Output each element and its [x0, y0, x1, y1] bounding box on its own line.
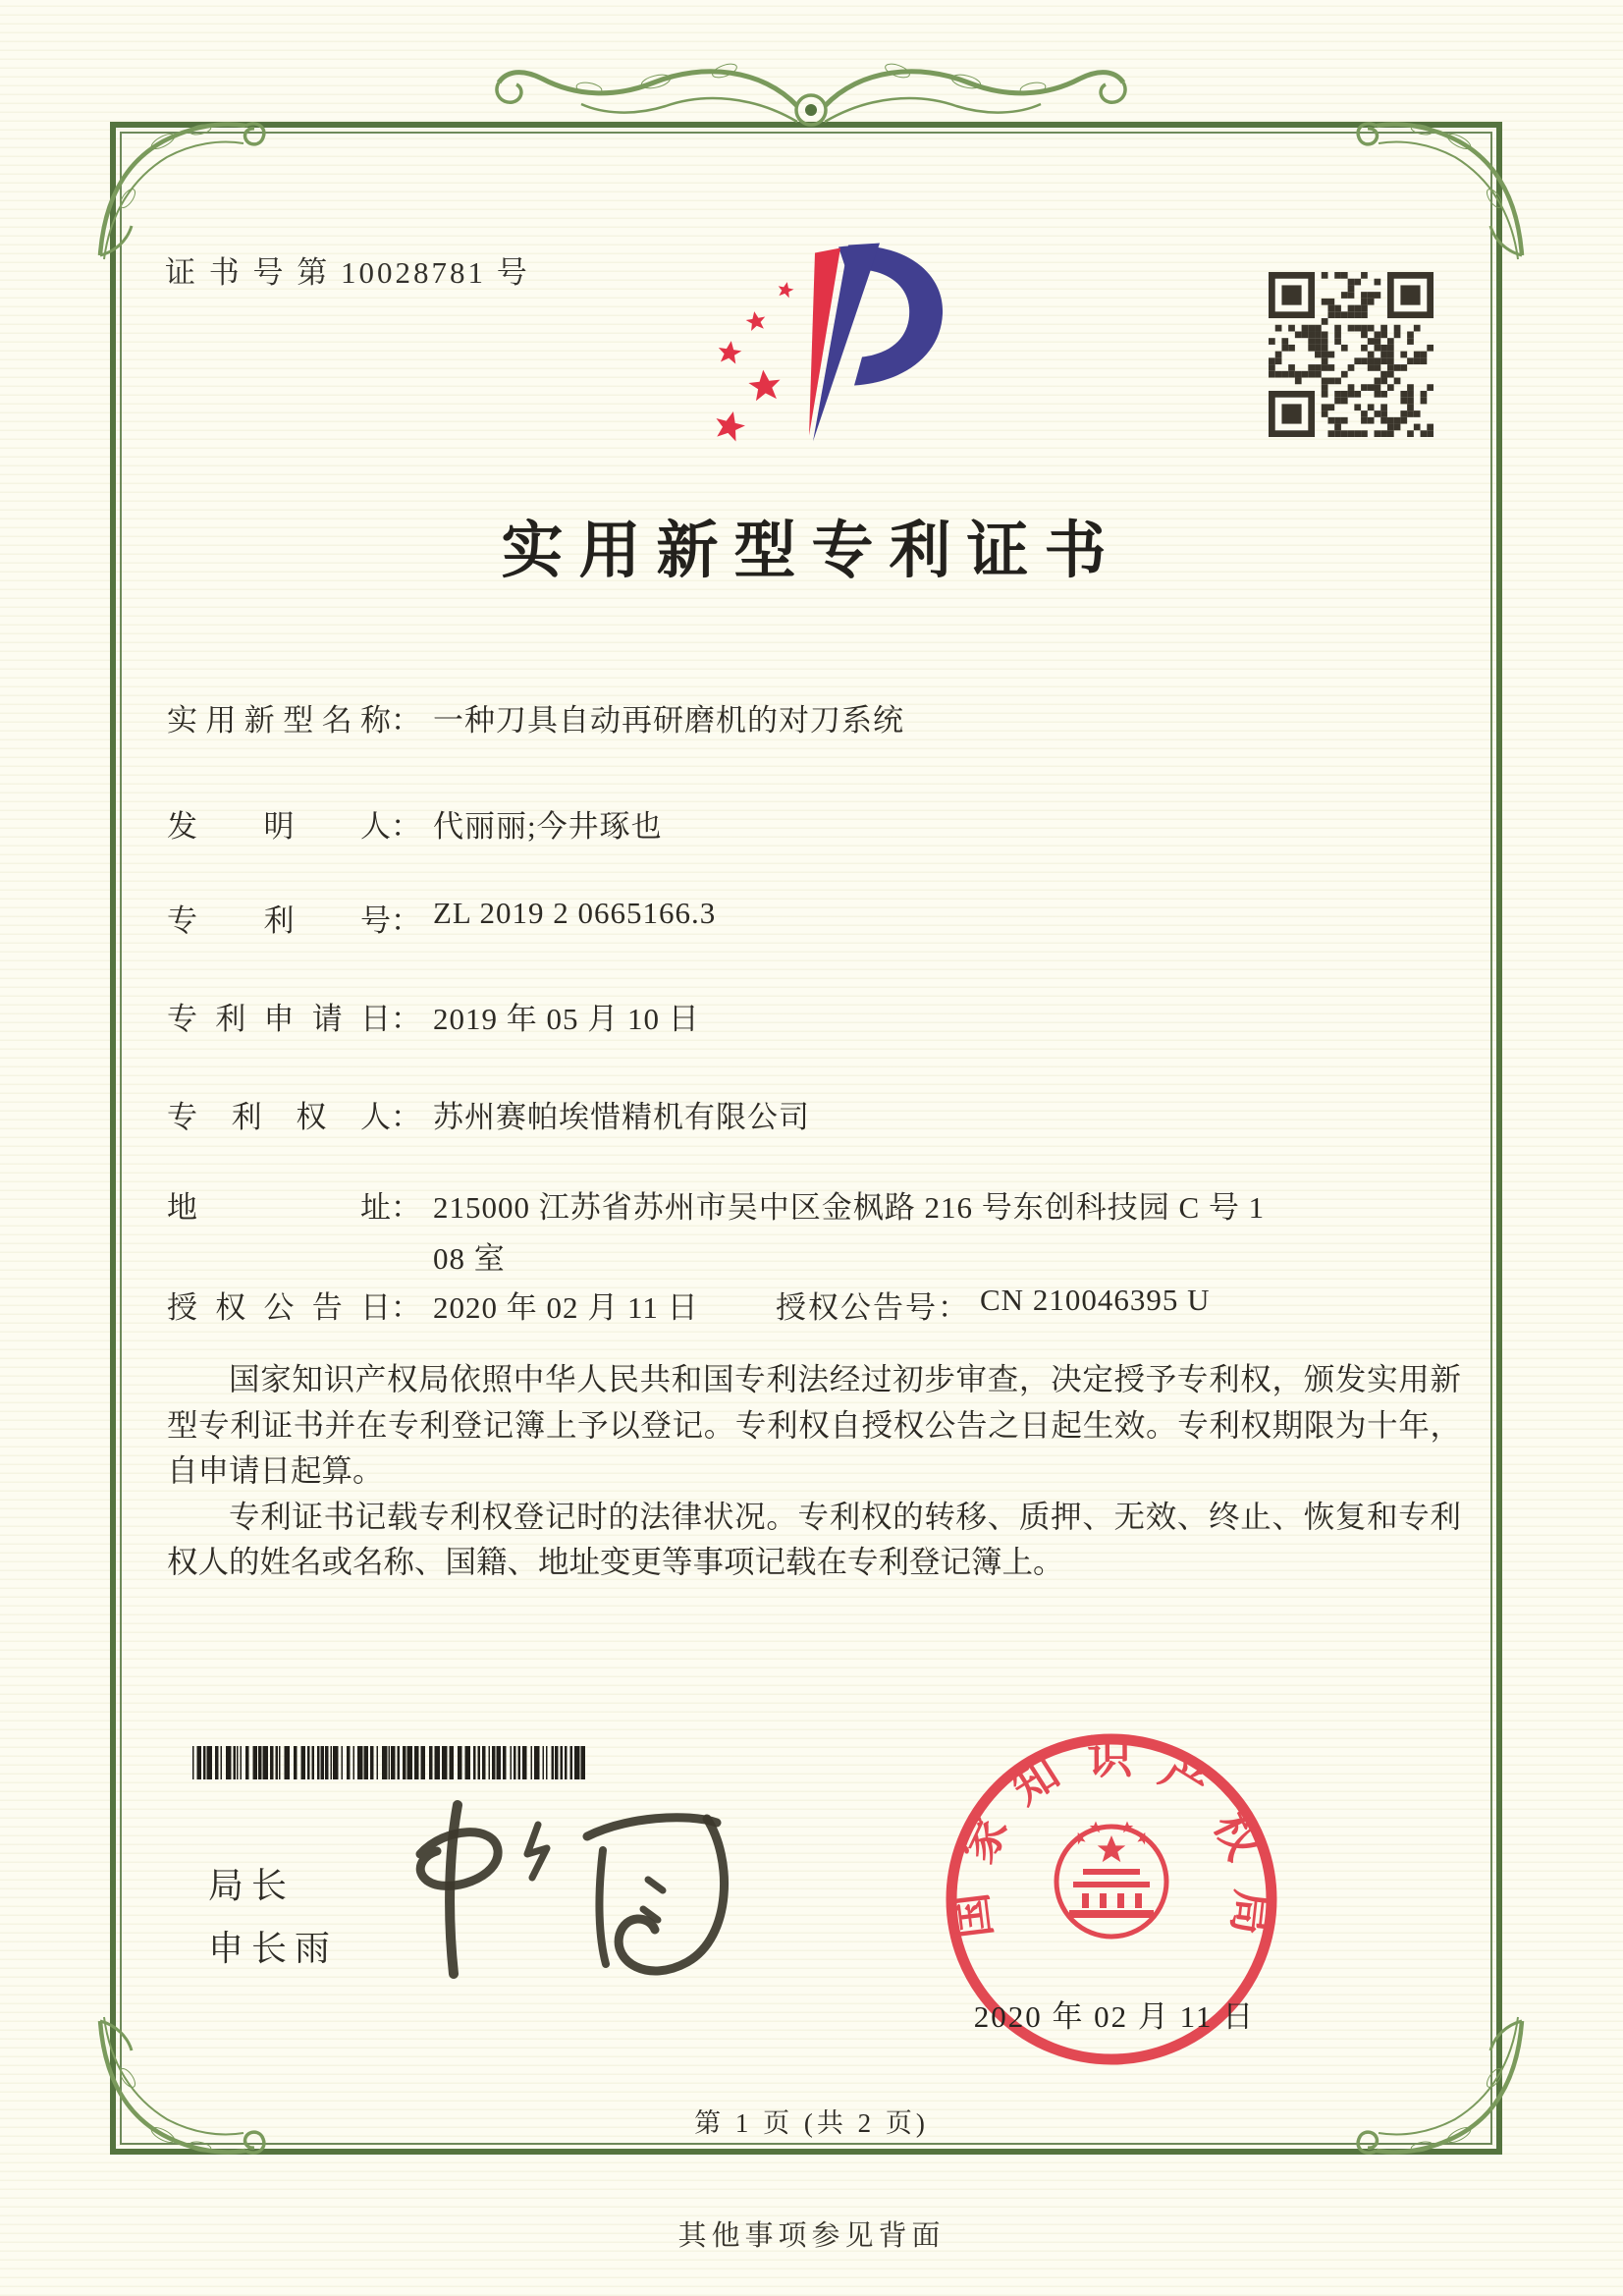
national-emblem-icon	[1056, 1822, 1166, 1938]
legal-paragraph-1: 国家知识产权局依照中华人民共和国专利法经过初步审查，决定授予专利权，颁发实用新型专利证书并在专利登记簿上予以登记。专利权自授权公告之日起生效。专利权期限为十年，自申请日起算。	[167, 1362, 1461, 1489]
legal-paragraph-2: 专利证书记载专利权登记时的法律状况。专利权的转移、质押、无效、终止、恢复和专利权人的姓名或名称、国籍、地址变更等事项记载在专利登记簿上。	[167, 1499, 1461, 1580]
address-line-1: 215000 江苏省苏州市吴中区金枫路 216 号东创科技园 C 号 1	[433, 1190, 1266, 1225]
field-row-inventor	[167, 801, 663, 846]
field-row-name	[167, 695, 904, 739]
field-colon: ：	[391, 703, 421, 738]
field-value-patentee: 苏州赛帕埃惜精机有限公司	[433, 1100, 810, 1134]
officer-title: 局长	[208, 1865, 296, 1905]
field-colon: ：	[391, 1190, 421, 1225]
field-row-grant	[167, 1283, 1211, 1327]
field-label-patentee: 专利权人	[167, 1100, 391, 1134]
field-value-patent-number: ZL 2019 2 0665166.3	[433, 896, 717, 930]
field-row-patentee	[167, 1092, 810, 1136]
qr-code	[1269, 272, 1434, 437]
officer-signature-icon	[391, 1789, 823, 1995]
seal-ring-text: 国家知识产权局	[945, 1732, 1278, 1941]
field-row-filing-date	[167, 994, 700, 1038]
seal-date: 2020 年 02 月 11 日	[973, 1999, 1256, 2034]
barcode	[192, 1746, 590, 1779]
field-colon: ：	[391, 1100, 421, 1134]
field-value-filing-date: 2019 年 05 月 10 日	[433, 1002, 700, 1036]
field-value-address	[433, 1182, 1474, 1285]
field-row-patent-number	[167, 896, 716, 940]
legal-text-block	[167, 1357, 1461, 1586]
field-label-address: 地址	[167, 1190, 391, 1225]
field-label-inventor: 发明人	[167, 809, 391, 844]
cnipa-logo-icon	[699, 236, 959, 450]
field-label-patent-number: 专利号	[167, 903, 391, 938]
field-colon: ：	[391, 809, 421, 844]
field-label-grant-date: 授权公告日	[167, 1290, 391, 1325]
grant-number-pair	[776, 1283, 1210, 1327]
field-value-inventor: 代丽丽;今井琢也	[433, 809, 663, 844]
field-value-grant-date: 2020 年 02 月 11 日	[433, 1290, 699, 1325]
officer-block	[208, 1854, 338, 1980]
field-label-filing-date: 专利申请日	[167, 1002, 391, 1036]
officer-name: 申长雨	[208, 1928, 339, 1968]
field-row-address	[167, 1182, 1474, 1285]
field-label-grant-number: 授权公告号	[776, 1290, 938, 1325]
page-number-info: 第 1 页 (共 2 页)	[694, 2108, 929, 2138]
field-colon: ：	[391, 903, 421, 938]
field-colon: ：	[391, 1290, 421, 1325]
field-colon: ：	[391, 1002, 421, 1036]
document-title: 实用新型专利证书	[501, 517, 1122, 585]
back-side-note: 其他事项参见背面	[677, 2220, 946, 2252]
address-line-2: 08 室	[433, 1241, 506, 1276]
field-label-name: 实用新型名称	[167, 703, 391, 738]
field-value-grant-number: CN 210046395 U	[980, 1283, 1211, 1317]
certificate-number: 证 书 号 第 10028781 号	[165, 255, 530, 290]
field-value-name: 一种刀具自动再研磨机的对刀系统	[433, 703, 904, 738]
field-colon: ：	[938, 1290, 968, 1325]
